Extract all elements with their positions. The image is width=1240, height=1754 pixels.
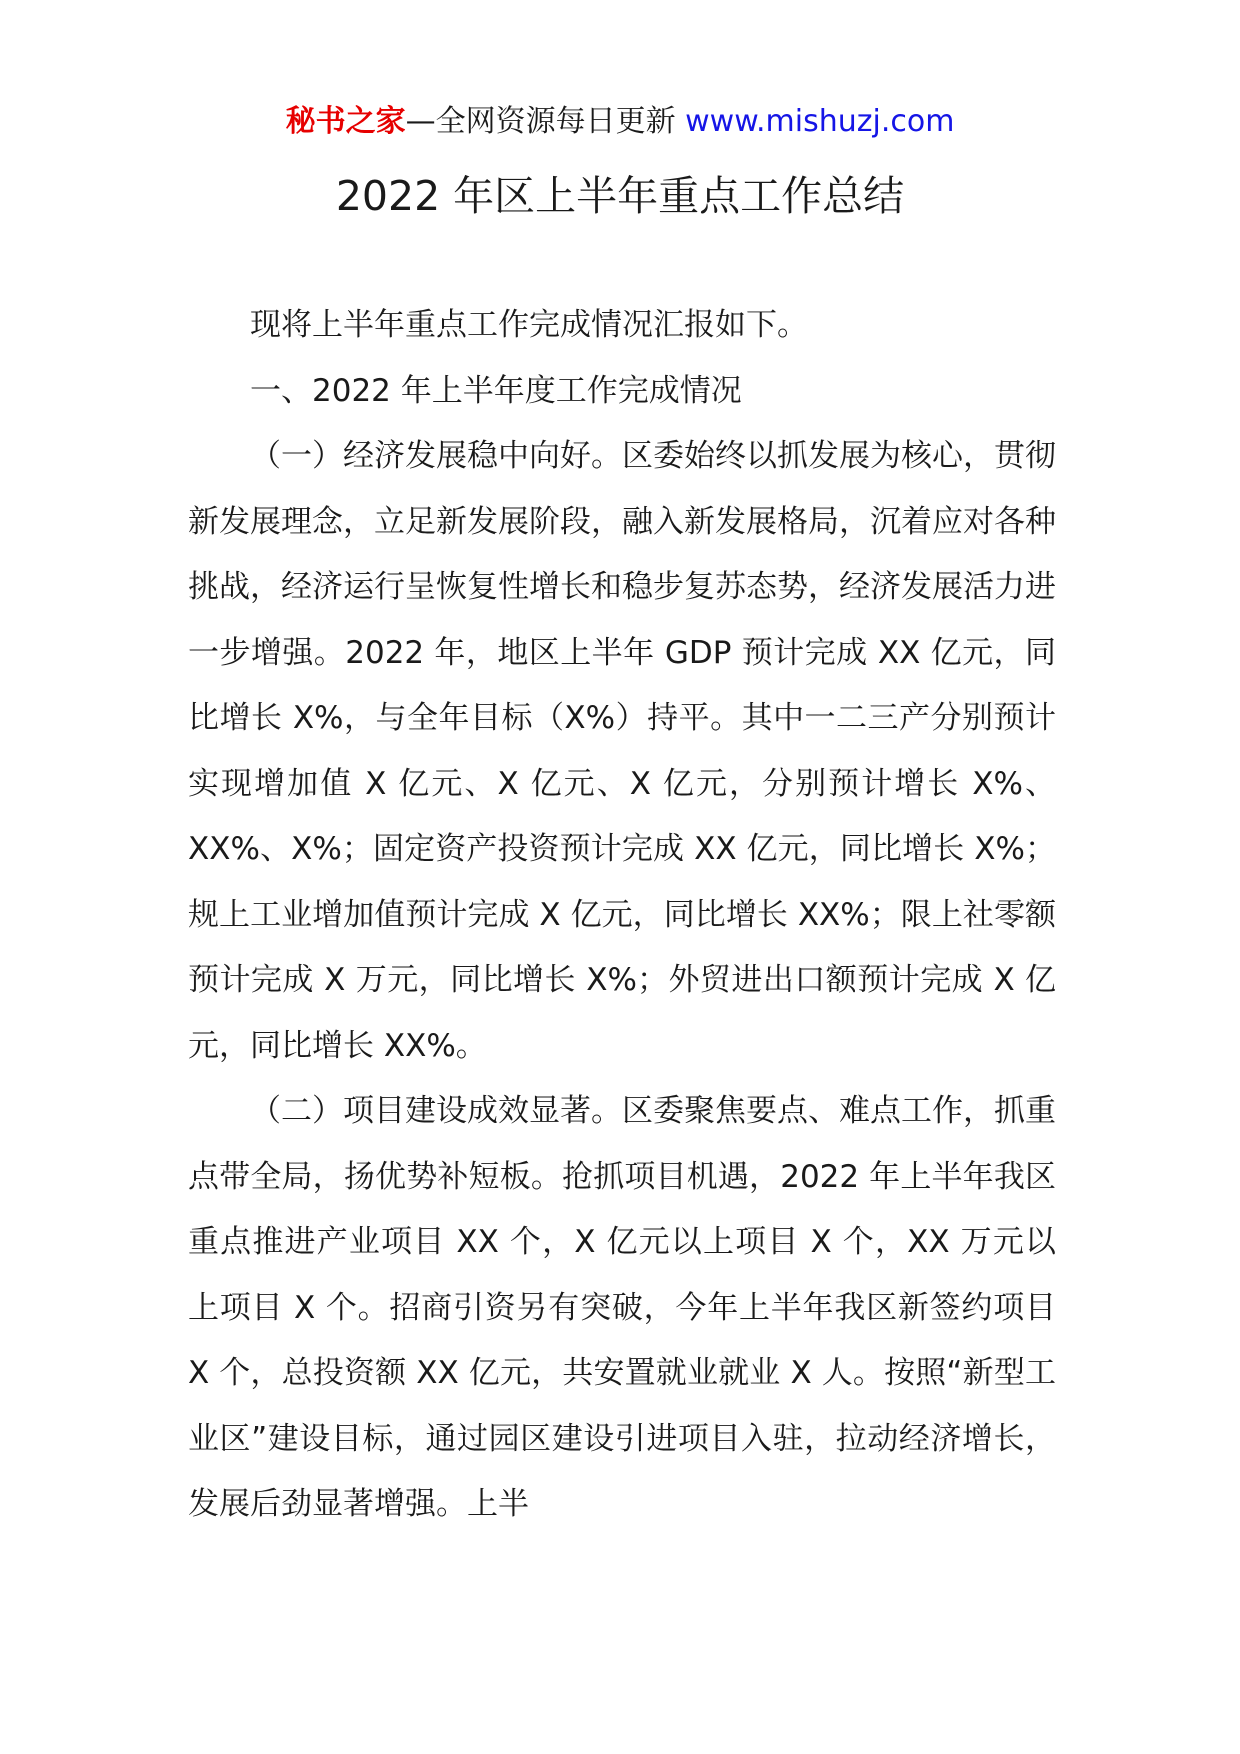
document-title: 2022 年区上半年重点工作总结 [335, 172, 905, 220]
section-heading: 一、2022 年上半年度工作完成情况 [250, 372, 742, 409]
site-tagline: —全网资源每日更新 [405, 104, 676, 139]
intro-paragraph: 现将上半年重点工作完成情况汇报如下。 [250, 307, 808, 343]
site-url[interactable]: www.mishuzj.com [685, 104, 955, 139]
document-body [188, 293, 1056, 1538]
body-paragraph-economy: （一）经济发展稳中向好。区委始终以抓发展为核心，贯彻新发展理念，立足新发展阶段，融入新发展格局，沉着应对各种挑战，经济运行呈恢复性增长和稳步复苏态势，经济发展活力进一步增强。2022 年，地区上半年 GDP 预计完成 XX 亿元，同比增长 X%，与全年目标（X%）持平。其中一二三产分别预计实现增加值 X 亿元、X 亿元、X 亿元，分别预计增长 X%、XX%、X%；固定资产投资预计完成 XX 亿元，同比增长 X%；规上工业增加值预计完成 X 亿元，同比增长 XX%；限上社零额预计完成 X 万元，同比增长 X%；外贸进出口额预计完成 X 亿元，同比增长 XX%。 [188, 438, 1056, 1064]
site-header [0, 100, 1240, 144]
brand-name: 秘书之家 [285, 104, 406, 139]
body-paragraph-projects: （二）项目建设成效显著。区委聚焦要点、难点工作，抓重点带全局，扬优势补短板。抢抓项目机遇，2022 年上半年我区重点推进产业项目 XX 个，X 亿元以上项目 X 个，XX 万元以上项目 X 个。招商引资另有突破，今年上半年我区新签约项目 X 个，总投资额 XX 亿元，共安置就业就业 X 人。按照“新型工业区”建设目标，通过园区建设引进项目入驻，拉动经济增长，发展后劲显著增强。上半 [188, 1093, 1056, 1522]
